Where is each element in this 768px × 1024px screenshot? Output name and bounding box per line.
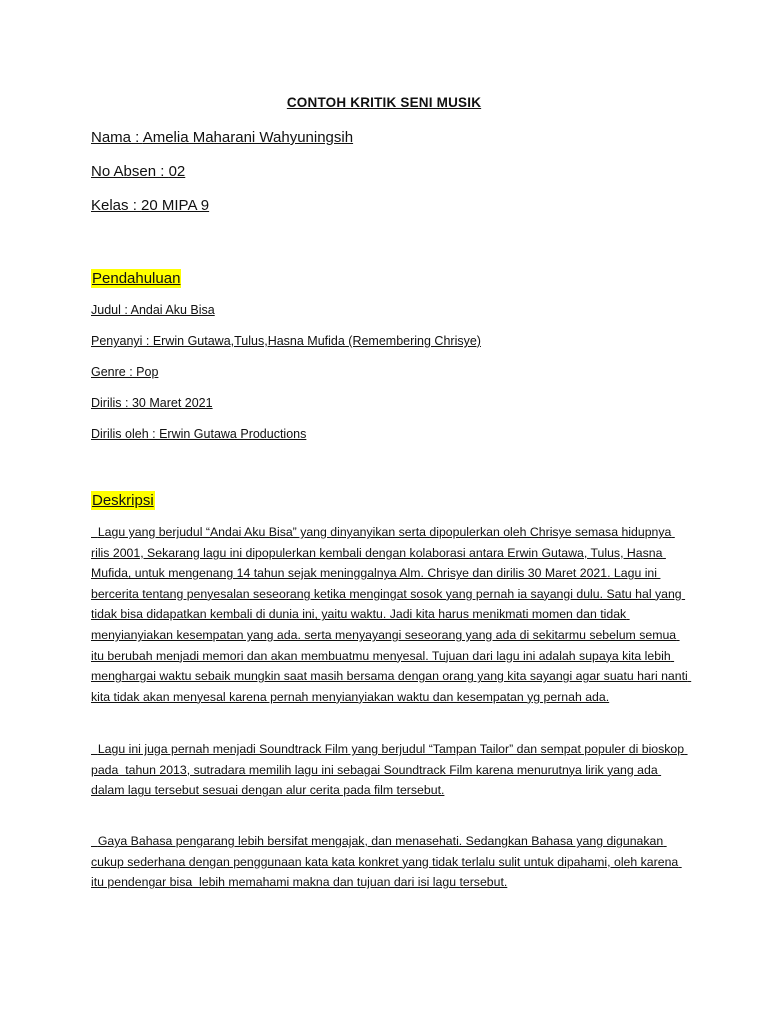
deskripsi-paragraph-1: Lagu yang berjudul “Andai Aku Bisa” yang dinyanyikan serta dipopulerkan oleh Chrisye semasa hidupnya rilis 2001, Sekarang lagu ini dipopulerkan kembali dengan kolaborasi antara Erwin Gutawa, Tulus, Hasna Mufida, untuk mengenang 14 tahun sejak meninggalnya Alm. Chrisye dan dirilis 30 Maret 2021. Lagu ini bercerita tentang penyesalan seseorang ketika mengingat sosok yang pernah ia sayangi dulu. Satu hal yang tidak bisa didapatkan kembali di dunia ini, yaitu waktu. Jadi kita harus menikmati momen dan tidak menyianyiakan kesempatan yang ada. serta menyayangi seseorang yang ada di sekitarmu sebelum semua itu berubah menjadi memori dan akan membuatmu menyesal. Tujuan dari lagu ini adalah supaya kita lebih menghargai waktu sebaik mungkin saat masih bersama dengan orang yang kita sayangi agar suatu hari nanti kita tidak akan menyesal karena pernah menyianyiakan waktu dan kesempatan yg pernah ada. — [91, 525, 692, 704]
kelas-line — [91, 197, 209, 214]
document-title: CONTOH KRITIK SENI MUSIK — [286, 95, 482, 110]
dirilis-line: Dirilis : 30 Maret 2021 — [91, 396, 213, 410]
nama-line — [91, 129, 353, 146]
genre-line: Genre : Pop — [91, 365, 159, 379]
deskripsi-paragraph-2: Lagu ini juga pernah menjadi Soundtrack Film yang berjudul “Tampan Tailor” dan sempat populer di bioskop pada tahun 2013, sutradara memilih lagu ini sebagai Soundtrack Film karena menurutnya lirik yang ada dalam lagu tersebut sesuai dengan alur cerita pada film tersebut. — [91, 742, 688, 798]
judul-line: Judul : Andai Aku Bisa — [91, 303, 215, 317]
kelas-value: 20 MIPA 9 — [141, 197, 210, 214]
nama-value: Amelia Maharani Wahyuningsih — [142, 129, 354, 146]
deskripsi-heading: Deskripsi — [92, 492, 154, 509]
absen-value: 02 — [168, 163, 186, 180]
deskripsi-paragraph-3: Gaya Bahasa pengarang lebih bersifat mengajak, dan menasehati. Sedangkan Bahasa yang digunakan cukup sederhana dengan penggunaan kata kata konkret yang tidak terlalu sulit untuk dipahami, oleh karena itu pendengar bisa lebih memahami makna dan tujuan dari isi lagu tersebut. — [91, 834, 682, 890]
pendahuluan-heading: Pendahuluan — [92, 270, 181, 287]
absen-label: No Absen : — [91, 163, 169, 180]
dirilis-oleh-line: Dirilis oleh : Erwin Gutawa Productions — [91, 427, 307, 441]
absen-line — [91, 163, 185, 180]
kelas-label: Kelas : — [91, 197, 142, 214]
penyanyi-line: Penyanyi : Erwin Gutawa,Tulus,Hasna Mufida (Remembering Chrisye) — [91, 334, 481, 348]
nama-label: Nama : — [91, 129, 143, 146]
